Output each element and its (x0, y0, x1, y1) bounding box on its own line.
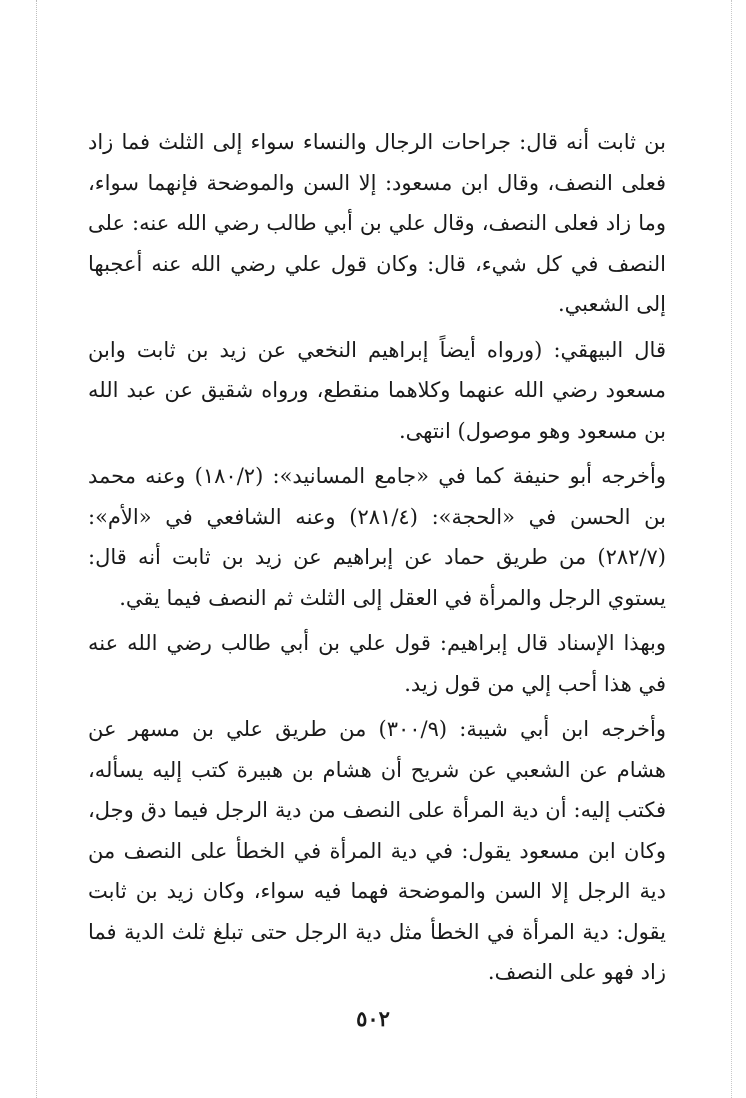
paragraph-2: قال البيهقي: (ورواه أيضاً إبراهيم النخعي عن زيد بن ثابت وابن مسعود رضي الله عنهما وكلاهما منقطع، ورواه شقيق عن عبد الله بن مسعود وهو موصول) انتهى. (88, 337, 666, 443)
paragraph-4: وبهذا الإسناد قال إبراهيم: قول علي بن أبي طالب رضي الله عنه في هذا أحب إلي من قول زيد. (88, 631, 666, 696)
paragraph-3: وأخرجه أبو حنيفة كما في «جامع المسانيد»: (١٨٠/٢) وعنه محمد بن الحسن في «الحجة»: (٢٨١/٤) وعنه الشافعي في «الأم»: (٢٨٢/٧) من طريق حماد عن إبراهيم عن زيد بن ثابت أنه قال: يستوي الرجل والمرأة في العقل إلى الثلث ثم النصف فيما يقي. (88, 464, 667, 610)
scan-margin-left (36, 0, 37, 1098)
paragraph-5: وأخرجه ابن أبي شيبة: (٣٠٠/٩) من طريق علي بن مسهر عن هشام عن الشعبي عن شريح أن هشام بن هبيرة كتب إليه يسأله، فكتب إليه: أن دية المرأة على النصف من دية الرجل فيما دق وجل، وكان ابن مسعود يقول: في دية المرأة في الخطأ على النصف من دية الرجل إلا السن والموضحة فهما فيه سواء، وكان زيد بن ثابت يقول: دية المرأة في الخطأ مثل دية الرجل حتى تبلغ ثلث الدية فما زاد فهو على النصف. (88, 717, 666, 984)
paragraph-1: بن ثابت أنه قال: جراحات الرجال والنساء سواء إلى الثلث فما زاد فعلى النصف، وقال ابن مسعود: إلا السن والموضحة فإنهما سواء، وما زاد فعلى النصف، وقال علي بن أبي طالب رضي الله عنه: على النصف في كل شيء، قال: وكان قول علي رضي الله عنه أعجبها إلى الشعبي. (88, 130, 667, 316)
page-number: ٥٠٢ (356, 1006, 390, 1031)
scan-margin-right (731, 0, 732, 1098)
page-body (88, 122, 666, 998)
